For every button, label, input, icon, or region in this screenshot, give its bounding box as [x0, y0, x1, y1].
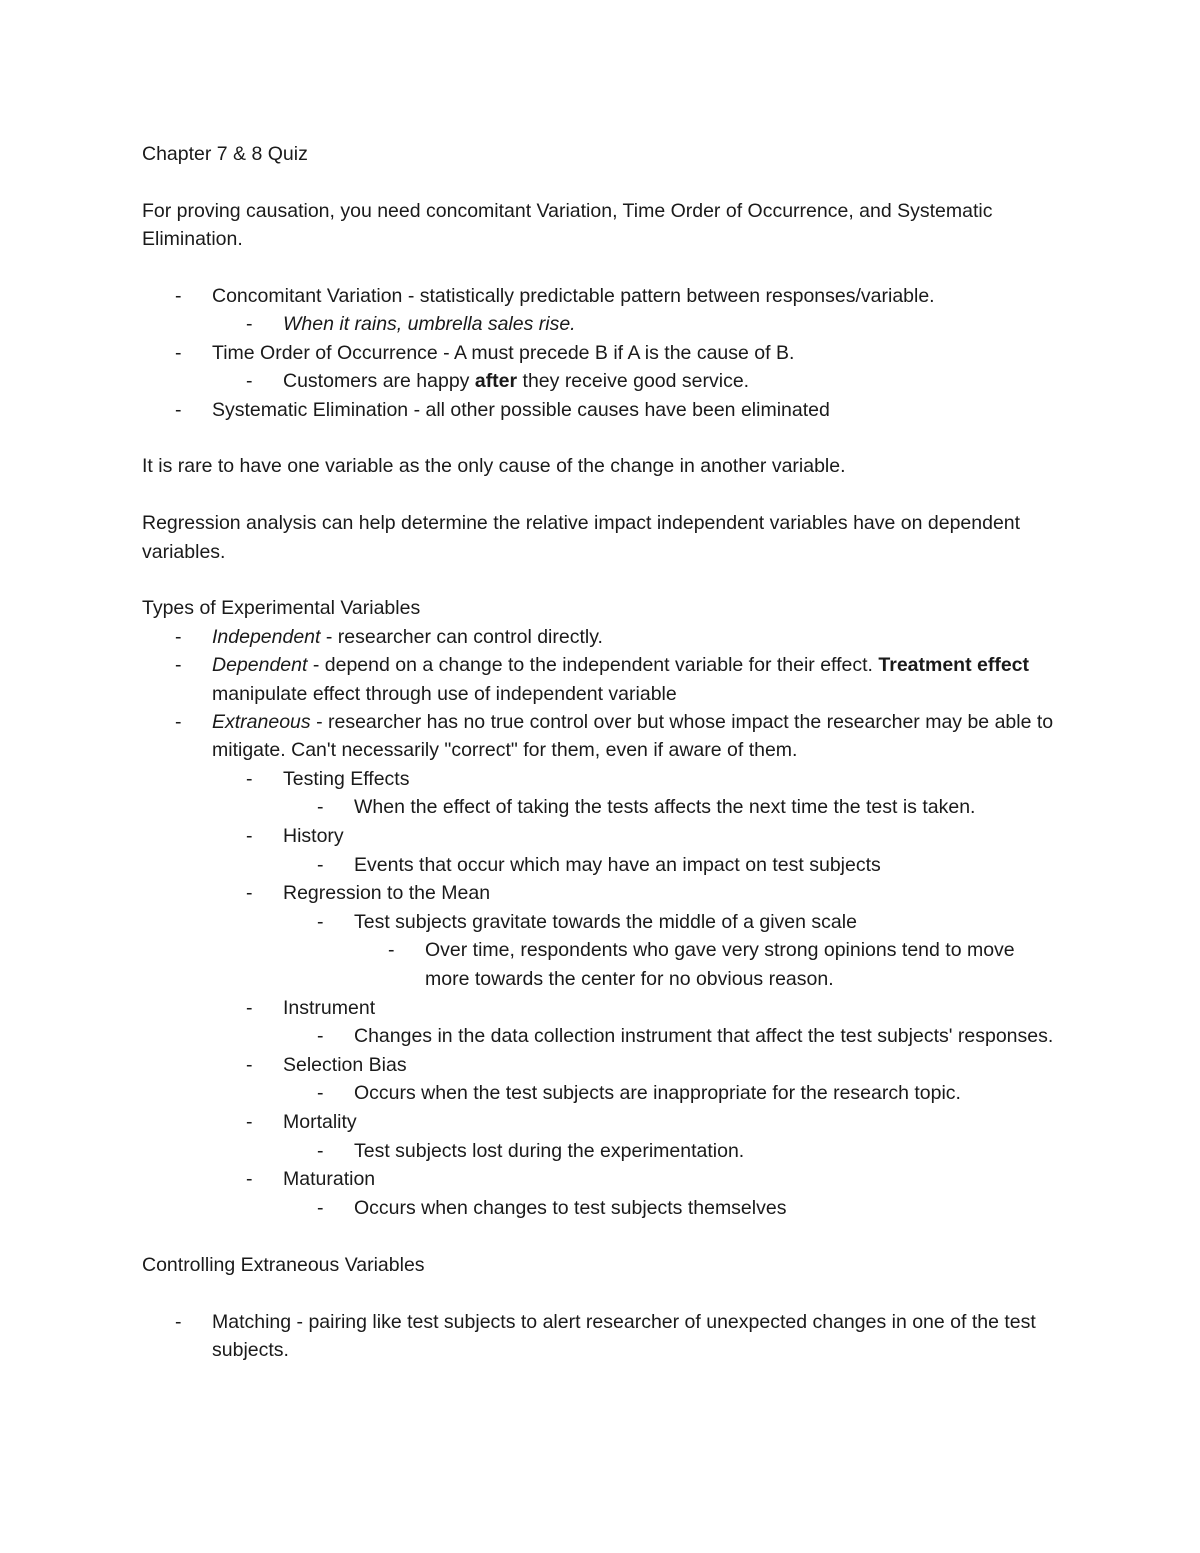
list-item: - Occurs when the test subjects are inappropriate for the research topic.	[354, 1079, 1062, 1108]
list-item: - Selection Bias - Occurs when the test subjects are inappropriate for the research topic.	[283, 1051, 1062, 1108]
list-item: - Customers are happy after they receive good service.	[283, 367, 1062, 395]
list-item: - Occurs when changes to test subjects themselves	[354, 1194, 1062, 1223]
list-item: - Concomitant Variation - statistically predictable pattern between responses/variable. - When it rains, umbrella sales rise.	[212, 282, 1062, 339]
list-item: - Maturation - Occurs when changes to test subjects themselves	[283, 1165, 1062, 1222]
list-item: - Mortality - Test subjects lost during the experimentation.	[283, 1108, 1062, 1165]
controlling-list	[142, 1308, 1062, 1365]
list-item: - Changes in the data collection instrument that affect the test subjects' responses.	[354, 1022, 1062, 1051]
types-heading: Types of Experimental Variables	[142, 597, 421, 620]
list-item: - Instrument - Changes in the data collection instrument that affect the test subjects' responses.	[283, 994, 1062, 1051]
controlling-heading: Controlling Extraneous Variables	[142, 1253, 425, 1276]
document-body	[142, 140, 1062, 1364]
extraneous-list	[212, 765, 1062, 1223]
list-item: - Regression to the Mean - Test subjects gravitate towards the middle of a given scale - Over time, respondents who gave very strong opinions tend to move more towards the center for no obvious reason.	[283, 879, 1062, 993]
list-item: - Events that occur which may have an impact on test subjects	[354, 851, 1062, 880]
causation-intro: For proving causation, you need concomitant Variation, Time Order of Occurrence, and Systematic Elimination.	[142, 199, 993, 251]
list-item: - When the effect of taking the tests affects the next time the test is taken.	[354, 793, 1062, 822]
list-item: - Matching - pairing like test subjects to alert researcher of unexpected changes in one of the test subjects.	[212, 1308, 1062, 1365]
list-item: - Extraneous - researcher has no true control over but whose impact the researcher may be able to mitigate. Can't necessarily "correct" for them, even if aware of them. - Testing Effects - When the effect of taking the tests affects the next time the test is taken. - History - Events that occur which may have an impact on test subjects - Regression to the Mean - Test subjects gravitate towards the middle of a given scale - Over time, respondents who gave very strong opinions tend to move more towards the center for no obvious reason. - Instrument - Changes in the data collection instrument that affect the test subjects' responses. - Selection Bias - Occurs when the test subjects are inappropriate for the research topic. - Mortality - Test subjects lost during the experimentation. - Maturation - Occurs when changes to test subjects themselves	[212, 708, 1062, 1222]
list-item: - Test subjects gravitate towards the middle of a given scale - Over time, respondents who gave very strong opinions tend to move more towards the center for no obvious reason.	[354, 908, 1062, 994]
list-item: - Independent - researcher can control directly.	[212, 623, 1062, 651]
list-item: - Testing Effects - When the effect of taking the tests affects the next time the test is taken.	[283, 765, 1062, 822]
causation-list	[142, 282, 1062, 424]
list-item: - History - Events that occur which may have an impact on test subjects	[283, 822, 1062, 879]
list-item: - When it rains, umbrella sales rise.	[283, 310, 1062, 338]
list-item: - Systematic Elimination - all other possible causes have been eliminated	[212, 396, 1062, 424]
types-list	[142, 623, 1062, 1223]
list-item: - Time Order of Occurrence - A must precede B if A is the cause of B. - Customers are happy after they receive good service.	[212, 339, 1062, 396]
page-title: Chapter 7 & 8 Quiz	[142, 143, 308, 165]
list-item: - Dependent - depend on a change to the independent variable for their effect. Treatment effect manipulate effect through use of independent variable	[212, 651, 1062, 708]
rare-note: It is rare to have one variable as the only cause of the change in another variable.	[142, 455, 846, 478]
list-item: - Over time, respondents who gave very strong opinions tend to move more towards the center for no obvious reason.	[425, 936, 1062, 993]
regression-note: Regression analysis can help determine the relative impact independent variables have on dependent variables.	[142, 512, 1021, 563]
list-item: - Test subjects lost during the experimentation.	[354, 1137, 1062, 1166]
